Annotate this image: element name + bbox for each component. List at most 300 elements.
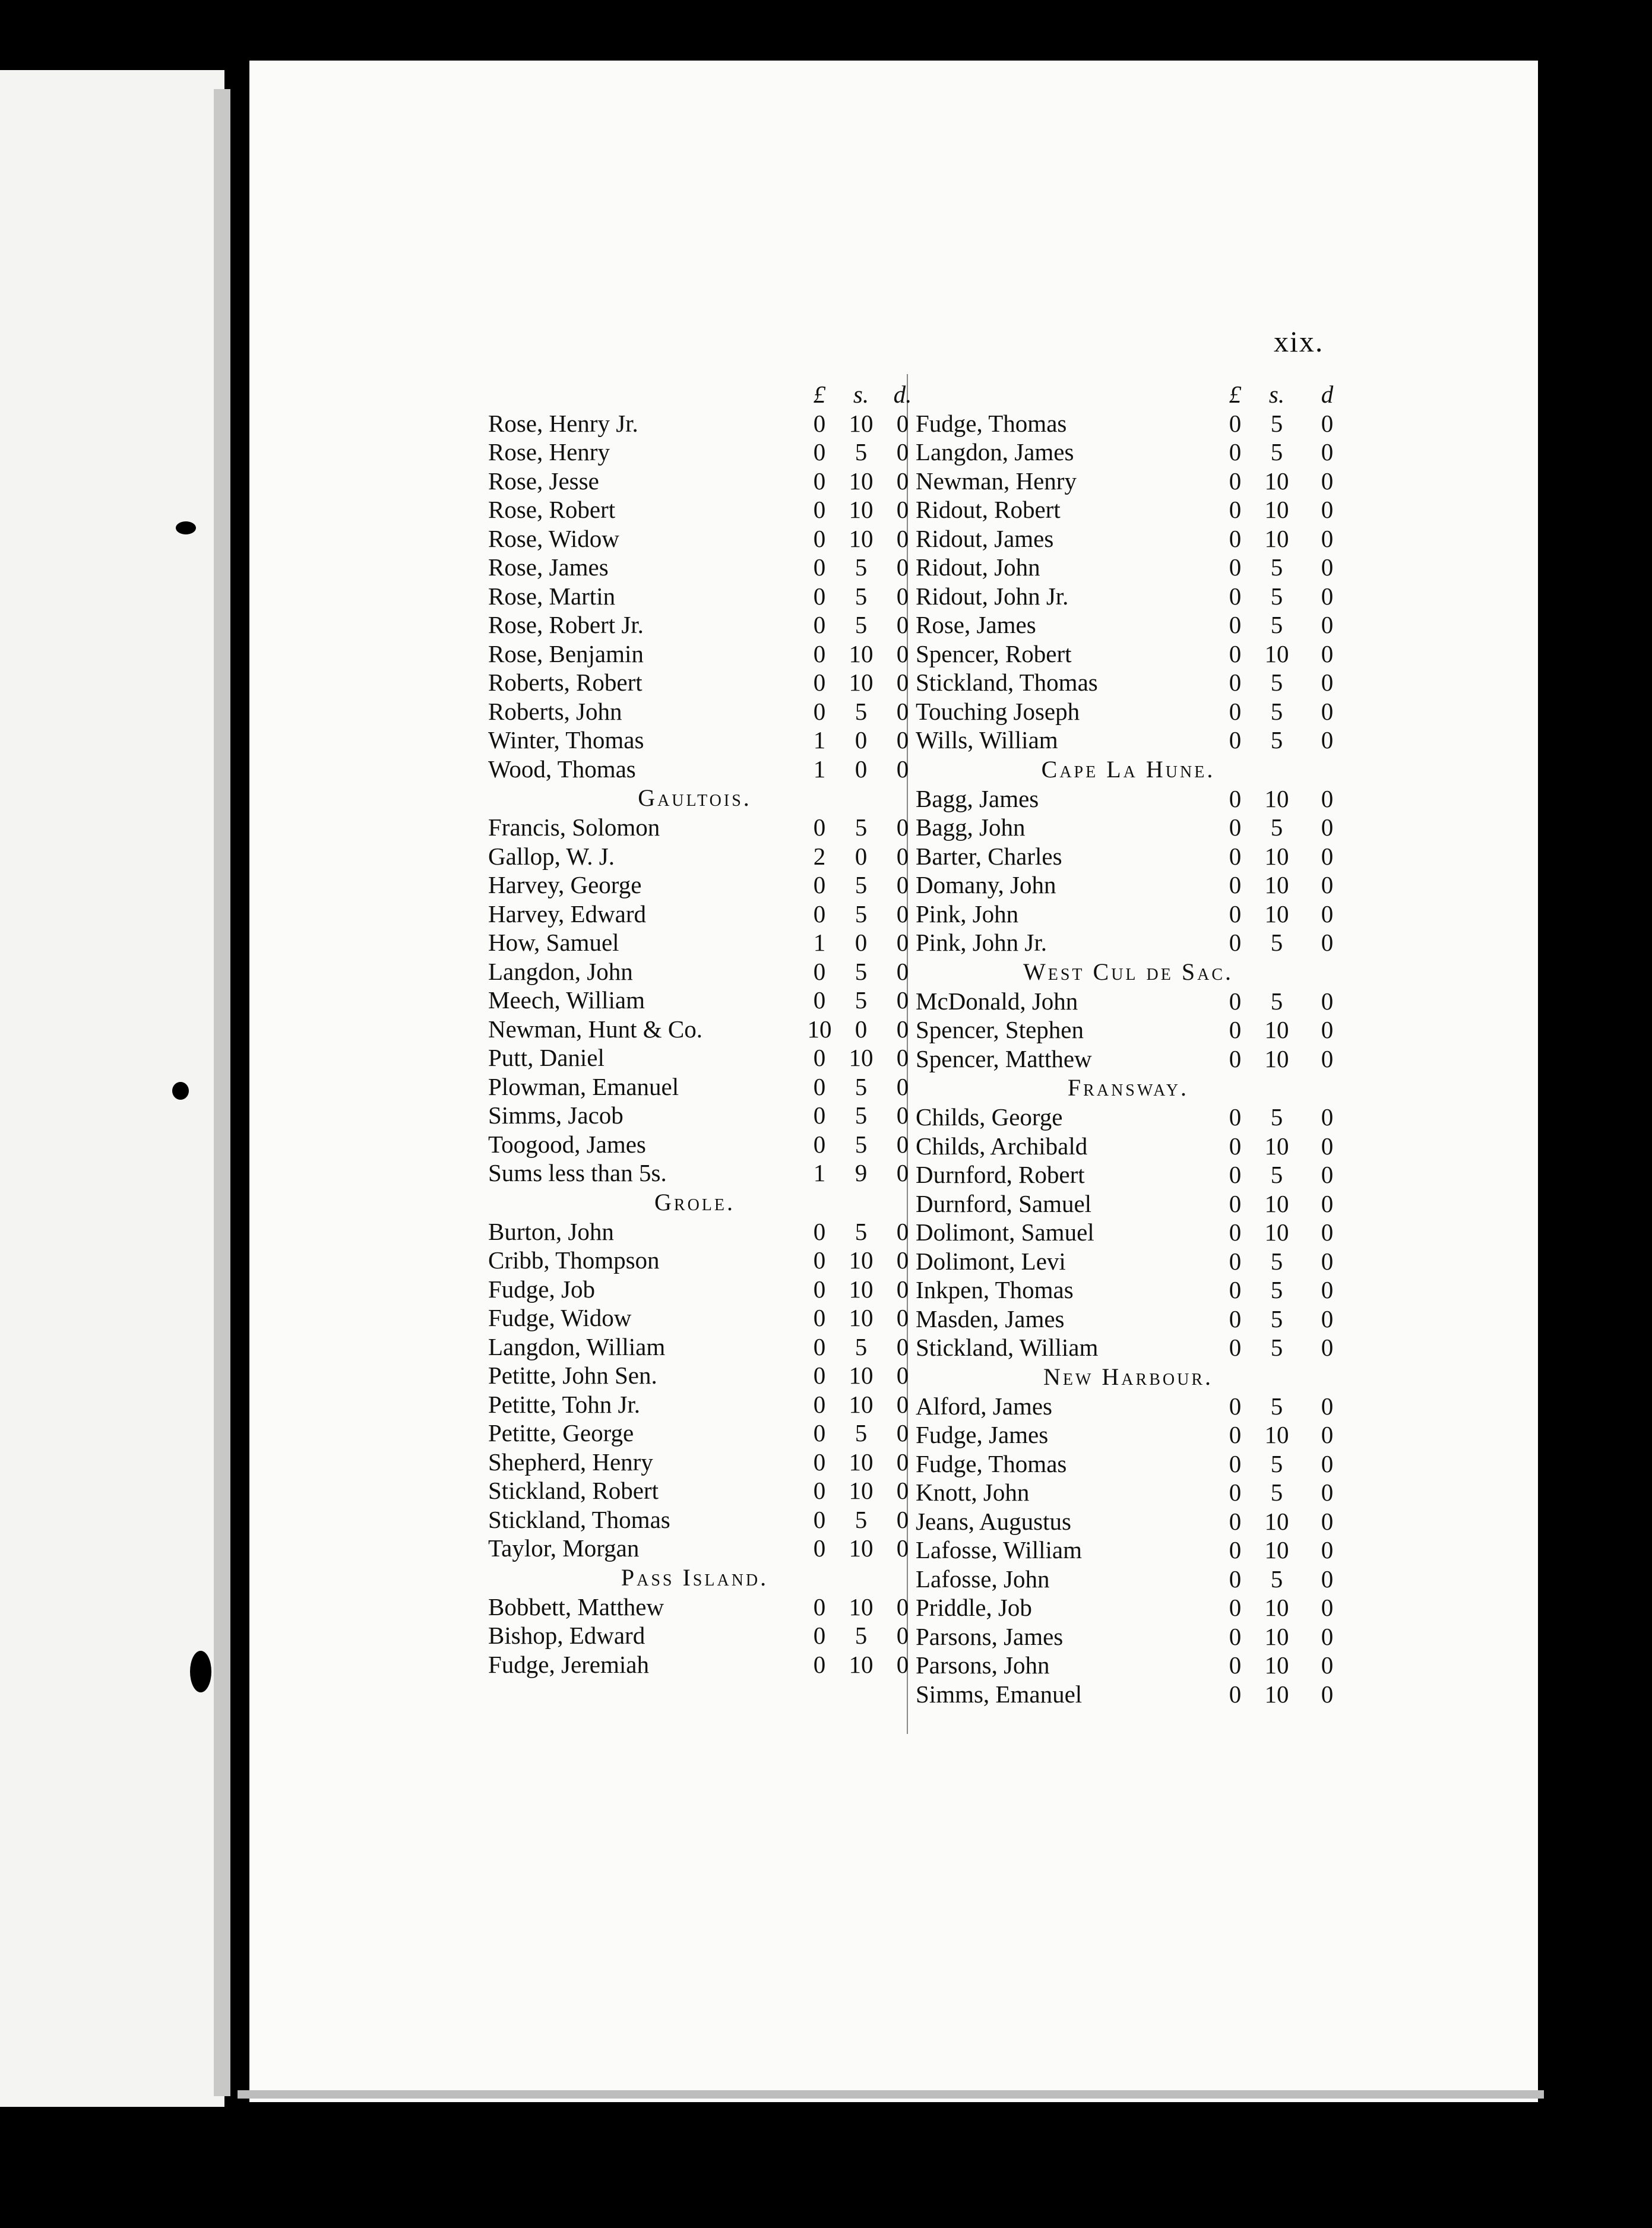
subscriber-name: Bobbett, Matthew [488,1593,664,1621]
amount-pence: 0 [1321,987,1334,1015]
amount-pounds: 0 [1229,1334,1242,1361]
amount-shillings: 0 [855,1015,868,1043]
amount-pounds: 0 [813,1477,826,1504]
subscriber-name: Langdon, William [488,1333,666,1360]
amount-shillings: 0 [855,726,868,754]
amount-shillings: 10 [1264,524,1289,552]
subscriber-name: Francis, Solomon [488,814,660,841]
list-item [909,409,1348,438]
amount-pounds: 0 [1229,524,1242,552]
amount-shillings: 10 [1264,1536,1289,1564]
amount-pounds: 0 [1229,1132,1242,1160]
list-item [481,1333,909,1362]
list-item [909,668,1348,697]
subscriber-name: Childs, Archibald [916,1132,1088,1160]
list-item [909,842,1348,871]
amount-shillings: 5 [855,1622,868,1649]
amount-pounds: 0 [813,1419,826,1447]
subscriber-name: Stickland, Robert [488,1477,659,1504]
amount-shillings: 10 [1264,1189,1289,1217]
amount-pence: 0 [896,1246,909,1274]
list-item [481,755,909,784]
amount-shillings: 5 [1270,1305,1283,1333]
amount-pence: 0 [1321,1622,1334,1650]
amount-shillings: 10 [849,1246,874,1274]
amount-pounds: 0 [813,1217,826,1245]
amount-shillings: 10 [1264,900,1289,928]
subscriber-name: Bagg, John [916,814,1026,841]
amount-pence: 0 [1321,1161,1334,1188]
list-item [909,1103,1348,1132]
subscriber-name: Knott, John [916,1479,1030,1506]
amount-pounds: 0 [1229,1680,1242,1708]
amount-pence: 0 [896,1333,909,1360]
amount-shillings: 10 [849,524,874,552]
subscriber-name: Petitte, Tohn Jr. [488,1390,641,1418]
amount-pounds: 0 [813,640,826,667]
subscriber-name: Rose, James [488,553,609,581]
amount-pounds: 0 [1229,611,1242,638]
subscriber-name: Durnford, Robert [916,1161,1085,1188]
ink-blot [176,521,196,534]
right-column [909,380,1348,1708]
amount-pence: 0 [896,1477,909,1504]
amount-pence: 0 [896,986,909,1014]
amount-pence: 0 [896,1622,909,1649]
list-item [909,1015,1348,1045]
list-item [481,1159,909,1188]
subscriber-name: Stickland, William [916,1334,1099,1361]
amount-pounds: 10 [807,1015,832,1043]
amount-pounds: 0 [1229,640,1242,667]
subscriber-name: Alford, James [916,1392,1053,1420]
amount-pence: 0 [896,1159,909,1186]
list-item [481,1130,909,1159]
subscriber-name: Dolimont, Samuel [916,1219,1094,1246]
amount-pounds: 0 [1229,1594,1242,1621]
amount-pence: 0 [896,1505,909,1533]
subscriber-name: Harvey, Edward [488,900,646,928]
amount-pounds: 0 [813,438,826,466]
list-item [909,1420,1348,1450]
subscriber-name: Fudge, Job [488,1275,595,1303]
amount-pounds: 0 [813,814,826,841]
facing-page-edge [214,89,230,2096]
list-item [909,1622,1348,1651]
list-item [909,467,1348,496]
amount-pence: 0 [896,640,909,667]
list-item [481,957,909,986]
list-item [909,640,1348,669]
subscriber-name: Bagg, James [916,784,1039,812]
amount-pence: 0 [896,697,909,725]
list-item [909,784,1348,814]
list-item [909,987,1348,1016]
subscriber-name: Roberts, John [488,697,622,725]
section-heading: Fransway. [1067,1074,1189,1101]
amount-pounds: 0 [1229,1536,1242,1564]
amount-shillings: 5 [855,1130,868,1158]
list-item [909,1593,1348,1622]
subscriber-name: Wood, Thomas [488,755,636,783]
list-item [909,1160,1348,1189]
amount-shillings: 10 [1264,1132,1289,1160]
amount-pence: 0 [1321,467,1334,495]
amount-shillings: 10 [1264,871,1289,898]
amount-pence: 0 [896,1072,909,1100]
amount-shillings: 5 [855,697,868,725]
subscriber-name: Shepherd, Henry [488,1448,653,1476]
amount-pounds: 0 [813,1275,826,1303]
amount-pounds: 0 [1229,1103,1242,1131]
amount-pence: 0 [896,1102,909,1129]
pence-header: d. [893,381,912,408]
list-item [909,1680,1348,1709]
amount-pence: 0 [896,438,909,466]
amount-pounds: 0 [813,697,826,725]
amount-pence: 0 [1321,1565,1334,1593]
amount-shillings: 5 [855,1072,868,1100]
amount-shillings: 10 [1264,1622,1289,1650]
amount-pounds: 0 [813,669,826,696]
subscriber-name: Taylor, Morgan [488,1534,640,1562]
amount-pence: 0 [896,496,909,523]
amount-pence: 0 [1321,1189,1334,1217]
currency-header [481,380,912,409]
amount-pence: 0 [1321,1507,1334,1535]
amount-pence: 0 [1321,1536,1334,1564]
amount-shillings: 10 [849,496,874,523]
amount-pence: 0 [1321,524,1334,552]
list-item [481,1505,909,1534]
amount-pounds: 0 [1229,1622,1242,1650]
list-item [481,1101,909,1130]
amount-shillings: 10 [849,1275,874,1303]
amount-pounds: 0 [813,1650,826,1678]
subscriber-name: Jeans, Augustus [916,1507,1071,1535]
amount-pence: 0 [1321,1247,1334,1275]
currency-header [909,380,1348,409]
amount-pounds: 0 [813,900,826,928]
amount-shillings: 10 [1264,784,1289,812]
list-item [909,1305,1348,1334]
subscriber-name: Simms, Jacob [488,1102,624,1129]
list-item [481,1534,909,1563]
amount-pence: 0 [896,524,909,552]
amount-pounds: 0 [1229,1189,1242,1217]
subscriber-name: McDonald, John [916,987,1078,1015]
subscriber-name: Rose, Benjamin [488,640,644,667]
amount-pounds: 0 [813,986,826,1014]
section-heading: Cape La Hune. [1041,755,1216,783]
amount-pounds: 0 [1229,842,1242,870]
subscriber-name: Fudge, Jeremiah [488,1650,649,1678]
amount-pounds: 0 [813,1593,826,1621]
amount-shillings: 10 [1264,1680,1289,1708]
page-bottom-edge [238,2090,1544,2099]
subscriber-name: How, Samuel [488,929,619,956]
amount-shillings: 5 [1270,611,1283,638]
subscriber-name: Rose, Robert Jr. [488,611,644,638]
amount-shillings: 5 [1270,582,1283,610]
subscriber-name: Inkpen, Thomas [916,1276,1074,1303]
amount-shillings: 10 [849,1534,874,1562]
amount-pence: 0 [896,1217,909,1245]
amount-pence: 0 [1321,553,1334,581]
amount-shillings: 10 [1264,1594,1289,1621]
subscriber-name: Gallop, W. J. [488,842,615,870]
amount-pounds: 1 [813,755,826,783]
shillings-header: s. [1268,381,1285,408]
list-item [909,1045,1348,1074]
list-item [909,524,1348,553]
amount-shillings: 9 [855,1159,868,1186]
ink-blot [172,1082,189,1100]
amount-pence: 0 [1321,669,1334,696]
list-item [481,1246,909,1275]
subscriber-name: Pink, John [916,900,1019,928]
list-item [481,640,909,669]
subscriber-name: Roberts, Robert [488,669,643,696]
amount-shillings: 5 [1270,1565,1283,1593]
subscriber-name: Spencer, Matthew [916,1045,1092,1072]
amount-shillings: 5 [1270,929,1283,956]
amount-shillings: 5 [855,611,868,638]
amount-pence: 0 [1321,726,1334,754]
list-item [909,1392,1348,1421]
amount-shillings: 5 [1270,1479,1283,1506]
amount-pounds: 0 [813,582,826,610]
amount-pence: 0 [896,1593,909,1621]
amount-shillings: 10 [849,409,874,437]
amount-pounds: 0 [813,1362,826,1389]
list-item [481,409,909,438]
amount-pounds: 0 [1229,582,1242,610]
amount-shillings: 10 [849,1044,874,1071]
subscriber-name: Dolimont, Levi [916,1247,1066,1275]
amount-pence: 0 [1321,1594,1334,1621]
amount-pence: 0 [896,842,909,870]
subscriber-name: Petitte, George [488,1419,634,1447]
amount-shillings: 5 [1270,553,1283,581]
amount-pounds: 0 [813,957,826,985]
subscriber-name: Putt, Daniel [488,1044,605,1071]
list-item [481,1419,909,1448]
amount-pounds: 0 [1229,1247,1242,1275]
amount-pounds: 0 [1229,1219,1242,1246]
amount-shillings: 5 [855,438,868,466]
amount-pounds: 0 [813,524,826,552]
subscriber-name: Lafosse, William [916,1536,1082,1564]
amount-pence: 0 [896,611,909,638]
subscriber-name: Langdon, John [488,957,633,985]
amount-pence: 0 [896,814,909,841]
subscriber-name: Ridout, John Jr. [916,582,1069,610]
amount-pounds: 0 [1229,553,1242,581]
list-item [909,726,1348,755]
amount-pence: 0 [896,1130,909,1158]
amount-pounds: 0 [1229,1045,1242,1072]
amount-pounds: 0 [813,1304,826,1331]
amount-pence: 0 [896,669,909,696]
amount-shillings: 5 [855,1505,868,1533]
list-item [481,900,909,929]
subscriber-name: Fudge, Widow [488,1304,632,1331]
amount-shillings: 10 [849,1593,874,1621]
amount-pence: 0 [1321,900,1334,928]
list-item [909,1189,1348,1219]
amount-pence: 0 [896,467,909,495]
amount-pence: 0 [896,929,909,956]
list-item [481,1390,909,1419]
amount-pence: 0 [1321,929,1334,956]
subscriber-name: Petitte, John Sen. [488,1362,657,1389]
amount-pounds: 0 [1229,1161,1242,1188]
amount-pence: 0 [896,553,909,581]
amount-pounds: 1 [813,929,826,956]
amount-pence: 0 [1321,814,1334,841]
amount-pounds: 0 [813,496,826,523]
amount-pounds: 0 [813,467,826,495]
amount-pence: 0 [896,409,909,437]
list-item [909,1565,1348,1594]
amount-pence: 0 [1321,1016,1334,1043]
amount-shillings: 5 [855,986,868,1014]
list-item [481,1275,909,1304]
list-item [909,697,1348,726]
subscriber-name: Langdon, James [916,438,1074,466]
list-item [481,1043,909,1072]
amount-shillings: 10 [849,1362,874,1389]
amount-shillings: 5 [1270,697,1283,725]
list-item [909,1276,1348,1305]
amount-shillings: 10 [1264,1507,1289,1535]
amount-shillings: 5 [855,1419,868,1447]
amount-pounds: 0 [813,1072,826,1100]
amount-pence: 0 [896,1448,909,1476]
ink-blot [190,1651,211,1692]
amount-pounds: 0 [813,1505,826,1533]
list-item [481,582,909,611]
list-item [909,495,1348,524]
list-item [481,1476,909,1505]
amount-pounds: 0 [1229,1450,1242,1477]
subscriber-name: Newman, Henry [916,467,1077,495]
amount-pounds: 0 [1229,409,1242,437]
amount-shillings: 10 [1264,467,1289,495]
subscriber-name: Cribb, Thompson [488,1246,660,1274]
amount-pounds: 0 [813,553,826,581]
list-item [481,726,909,755]
list-item [481,1015,909,1044]
amount-shillings: 5 [855,553,868,581]
amount-pence: 0 [1321,582,1334,610]
amount-shillings: 0 [855,842,868,870]
subscriber-name: Rose, Widow [488,524,619,552]
list-item [909,438,1348,467]
amount-shillings: 5 [1270,1450,1283,1477]
list-item [909,1247,1348,1276]
amount-pounds: 0 [813,1390,826,1418]
gutter [230,71,249,2102]
pounds-header: £ [1229,381,1242,408]
list-item [481,438,909,467]
amount-pounds: 0 [813,1622,826,1649]
amount-pence: 0 [896,1015,909,1043]
amount-pounds: 0 [1229,1016,1242,1043]
amount-pounds: 0 [1229,1392,1242,1420]
amount-pence: 0 [896,1304,909,1331]
subscriber-name: Ridout, Robert [916,496,1061,523]
amount-pounds: 0 [813,1534,826,1562]
subscriber-name: Parsons, John [916,1651,1050,1679]
amount-pounds: 2 [813,842,826,870]
list-item [481,495,909,524]
amount-pence: 0 [1321,1392,1334,1420]
amount-shillings: 10 [849,669,874,696]
amount-shillings: 5 [1270,1247,1283,1275]
list-item [481,1361,909,1390]
amount-shillings: 5 [855,582,868,610]
subscriber-name: Fudge, James [916,1421,1049,1448]
subscriber-name: Rose, Henry [488,438,610,466]
list-item [909,928,1348,957]
facing-page [0,70,224,2107]
list-item [481,928,909,957]
amount-shillings: 5 [1270,1161,1283,1188]
amount-pence: 0 [1321,1305,1334,1333]
section-heading: Gaultois. [638,784,752,811]
list-item [909,871,1348,900]
amount-shillings: 5 [1270,726,1283,754]
list-item [909,813,1348,842]
subscriber-name: Rose, Henry Jr. [488,409,638,437]
amount-pounds: 0 [1229,871,1242,898]
amount-pence: 0 [1321,1651,1334,1679]
amount-pounds: 0 [813,409,826,437]
subscriber-name: Stickland, Thomas [488,1505,670,1533]
list-item [481,842,909,871]
amount-shillings: 10 [849,1448,874,1476]
section-heading: West Cul de Sac. [1023,958,1233,985]
subscriber-name: Barter, Charles [916,842,1062,870]
amount-pounds: 0 [1229,1565,1242,1593]
subscriber-name: Childs, George [916,1103,1063,1131]
subscriber-name: Wills, William [916,726,1058,754]
amount-shillings: 5 [855,814,868,841]
subscriber-name: Stickland, Thomas [916,669,1098,696]
subscriber-name: Meech, William [488,986,645,1014]
amount-pence: 0 [1321,697,1334,725]
section-heading: Pass Island. [621,1564,769,1591]
amount-pounds: 0 [1229,1421,1242,1448]
amount-shillings: 5 [1270,1392,1283,1420]
amount-pence: 0 [1321,1132,1334,1160]
amount-pence: 0 [896,900,909,928]
subscriber-name: Priddle, Job [916,1594,1032,1621]
subscriber-name: Domany, John [916,871,1056,898]
amount-pounds: 0 [1229,987,1242,1015]
amount-pounds: 0 [1229,1276,1242,1303]
amount-pence: 0 [896,1390,909,1418]
section-heading: New Harbour. [1043,1363,1213,1390]
amount-shillings: 10 [849,467,874,495]
list-item [481,668,909,697]
amount-pence: 0 [896,755,909,783]
amount-shillings: 5 [1270,669,1283,696]
list-item [481,871,909,900]
amount-shillings: 5 [1270,814,1283,841]
